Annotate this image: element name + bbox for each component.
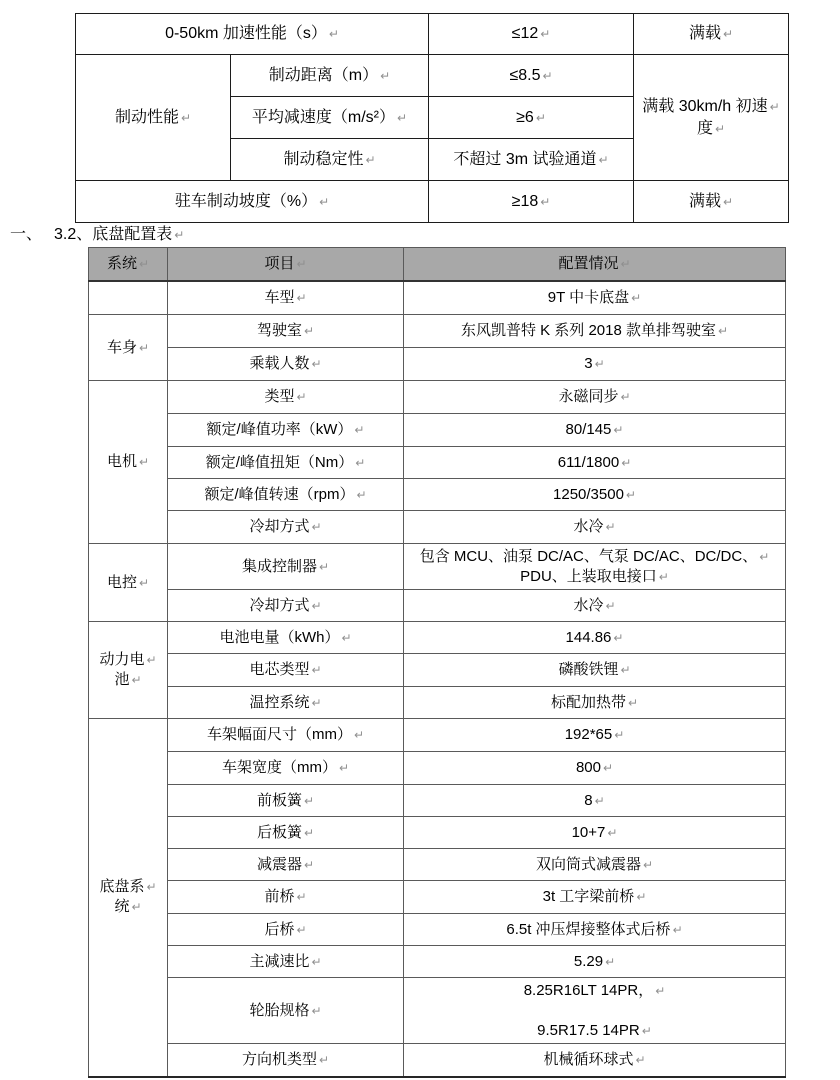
cell-text: 0-50km 加速性能（s） bbox=[165, 25, 327, 42]
paragraph-mark-icon: ↵ bbox=[303, 324, 315, 338]
cell-text: ≤8.5 bbox=[509, 66, 541, 84]
perf-parking-condition-cell bbox=[634, 181, 789, 223]
paragraph-mark-icon: ↵ bbox=[540, 27, 551, 41]
cell-line bbox=[172, 791, 399, 811]
config-value-cell bbox=[404, 946, 786, 978]
cell-text: 80/145 bbox=[565, 421, 612, 438]
perf-accel-label-cell bbox=[76, 14, 429, 55]
config-value-cell bbox=[404, 785, 786, 817]
cell-text: 轮胎规格 bbox=[249, 1001, 310, 1019]
cell-text: 电芯类型 bbox=[249, 661, 310, 678]
config-item-cell bbox=[168, 348, 404, 381]
cell-text: 集成控制器 bbox=[241, 557, 317, 575]
cell-line bbox=[408, 453, 781, 473]
paragraph-mark-icon: ↵ bbox=[613, 423, 624, 437]
paragraph-mark-icon: ↵ bbox=[627, 695, 639, 710]
config-value-cell bbox=[404, 687, 786, 719]
cell-line bbox=[172, 1001, 399, 1021]
cell-text: 双向筒式减震器 bbox=[535, 855, 641, 873]
paragraph-mark-icon: ↵ bbox=[296, 290, 307, 305]
cell-text: 制动距离（m） bbox=[268, 66, 379, 84]
cell-line bbox=[408, 1021, 781, 1041]
paragraph-mark-icon: ↵ bbox=[356, 487, 367, 502]
paragraph-mark-icon: ↵ bbox=[328, 27, 339, 41]
cell-line bbox=[638, 96, 784, 118]
paragraph-mark-icon: ↵ bbox=[303, 793, 315, 808]
cell-text: 驻车制动坡度（%） bbox=[174, 192, 318, 210]
cell-line bbox=[433, 107, 629, 129]
paragraph-mark-icon: ↵ bbox=[594, 793, 605, 808]
cell-text: 额定/峰值功率（kW） bbox=[206, 421, 353, 438]
cell-text: 平均减速度（m/s²） bbox=[251, 108, 396, 126]
config-system-cell bbox=[89, 719, 168, 1077]
cell-line bbox=[93, 670, 163, 690]
config-system-cell bbox=[89, 622, 168, 719]
chassis-config-table bbox=[88, 247, 786, 1078]
cell-text: 5.29 bbox=[573, 952, 604, 970]
cell-text: 标配加热带 bbox=[550, 693, 626, 711]
config-item-cell bbox=[168, 381, 404, 414]
cell-line bbox=[172, 660, 399, 680]
paragraph-mark-icon: ↵ bbox=[605, 520, 616, 534]
config-value-cell bbox=[404, 914, 786, 946]
config-value-cell bbox=[404, 414, 786, 447]
cell-text: 8 bbox=[584, 791, 593, 809]
cell-text: 统 bbox=[114, 898, 130, 916]
config-value-cell bbox=[404, 348, 786, 381]
paragraph-mark-icon: ↵ bbox=[296, 922, 307, 937]
cell-text: ≤12 bbox=[511, 25, 539, 42]
paragraph-mark-icon: ↵ bbox=[620, 663, 631, 677]
paragraph-mark-icon: ↵ bbox=[353, 728, 365, 742]
paragraph-mark-icon: ↵ bbox=[296, 256, 307, 271]
perf-accel-value-cell bbox=[429, 14, 634, 55]
config-value-cell bbox=[404, 752, 786, 785]
cell-text: 3 bbox=[584, 355, 593, 372]
cell-text: 底盘系 bbox=[99, 878, 145, 896]
paragraph-mark-icon: ↵ bbox=[672, 922, 683, 937]
cell-text: 10+7 bbox=[571, 823, 606, 841]
paragraph-mark-icon: ↵ bbox=[631, 290, 642, 305]
paragraph-mark-icon: ↵ bbox=[605, 598, 616, 613]
cell-line bbox=[408, 1001, 781, 1021]
cell-text: 电池电量（kWh） bbox=[219, 628, 340, 646]
cell-line bbox=[172, 596, 399, 616]
cell-text: 减震器 bbox=[256, 855, 302, 873]
cell-line bbox=[172, 1050, 399, 1070]
perf-brake-item-cell bbox=[231, 97, 429, 139]
paragraph-mark-icon: ↵ bbox=[131, 900, 142, 915]
cell-line bbox=[408, 758, 781, 778]
cell-text: 满载 bbox=[688, 192, 721, 210]
paragraph-mark-icon: ↵ bbox=[759, 549, 770, 564]
cell-line bbox=[235, 149, 424, 171]
cell-line bbox=[408, 660, 781, 680]
cell-line bbox=[172, 557, 399, 577]
config-item-cell bbox=[168, 654, 404, 687]
cell-text: ≥18 bbox=[511, 192, 539, 210]
config-system-cell bbox=[89, 544, 168, 622]
cell-line bbox=[172, 288, 399, 308]
cell-text: 800 bbox=[575, 759, 601, 776]
cell-text: 额定/峰值扭矩（Nm） bbox=[205, 453, 354, 471]
cell-line bbox=[408, 1050, 781, 1070]
cell-text: 后板簧 bbox=[256, 823, 302, 841]
paragraph-mark-icon: ↵ bbox=[636, 890, 647, 904]
cell-line bbox=[172, 855, 399, 875]
cell-text: 不超过 3m 试验通道 bbox=[453, 150, 597, 168]
config-item-cell bbox=[168, 511, 404, 544]
paragraph-mark-icon: ↵ bbox=[319, 194, 330, 209]
paragraph-mark-icon: ↵ bbox=[174, 228, 185, 242]
cell-line bbox=[408, 823, 781, 843]
paragraph-mark-icon: ↵ bbox=[602, 761, 614, 775]
cell-line bbox=[172, 725, 399, 745]
perf-brake-value-cell bbox=[429, 55, 634, 97]
config-system-cell bbox=[89, 315, 168, 381]
config-item-cell bbox=[168, 544, 404, 590]
cell-text: 池 bbox=[114, 671, 130, 688]
cell-text: 系统 bbox=[106, 254, 137, 272]
config-header-item bbox=[168, 248, 404, 281]
cell-line bbox=[433, 191, 629, 213]
cell-line bbox=[408, 321, 781, 341]
cell-line bbox=[408, 952, 781, 972]
config-value-cell bbox=[404, 1044, 786, 1077]
performance-table bbox=[75, 13, 789, 223]
cell-line bbox=[408, 387, 781, 407]
cell-line bbox=[408, 288, 781, 308]
cell-line bbox=[93, 254, 163, 274]
cell-text: 满载 30km/h 初速 bbox=[642, 97, 768, 115]
cell-line bbox=[172, 321, 399, 341]
cell-line bbox=[93, 877, 163, 897]
cell-text: 永磁同步 bbox=[558, 388, 619, 405]
paragraph-mark-icon: ↵ bbox=[620, 256, 631, 271]
cell-line bbox=[408, 981, 781, 1001]
cell-line bbox=[408, 354, 781, 374]
perf-accel-condition-cell bbox=[634, 14, 789, 55]
perf-brake-item-cell bbox=[231, 139, 429, 181]
paragraph-mark-icon: ↵ bbox=[318, 1052, 330, 1067]
config-item-cell bbox=[168, 752, 404, 785]
cell-text: 包含 MCU、油泵 DC/AC、气泵 DC/AC、DC/DC、 bbox=[419, 547, 758, 565]
paragraph-mark-icon: ↵ bbox=[311, 357, 322, 371]
cell-line bbox=[172, 254, 399, 274]
paragraph-mark-icon: ↵ bbox=[598, 152, 609, 167]
paragraph-mark-icon: ↵ bbox=[303, 857, 315, 872]
cell-line bbox=[172, 485, 399, 505]
config-value-cell bbox=[404, 447, 786, 479]
config-header-system bbox=[89, 248, 168, 281]
paragraph-mark-icon: ↵ bbox=[380, 68, 391, 83]
config-value-cell bbox=[404, 881, 786, 914]
cell-line bbox=[408, 596, 781, 616]
paragraph-mark-icon: ↵ bbox=[303, 825, 315, 840]
perf-parking-value-cell bbox=[429, 181, 634, 223]
cell-line bbox=[93, 573, 163, 593]
config-item-cell bbox=[168, 978, 404, 1044]
cell-line bbox=[408, 791, 781, 811]
paragraph-mark-icon: ↵ bbox=[717, 324, 729, 338]
cell-text: 主减速比 bbox=[249, 952, 310, 970]
cell-text: 192*65 bbox=[564, 726, 613, 743]
paragraph-mark-icon: ↵ bbox=[311, 598, 322, 613]
heading-text: 3.2、底盘配置表 bbox=[54, 226, 173, 243]
paragraph-mark-icon: ↵ bbox=[311, 520, 322, 534]
config-item-cell bbox=[168, 914, 404, 946]
cell-text: 车身 bbox=[106, 338, 137, 356]
cell-text: PDU、上装取电接口 bbox=[520, 567, 657, 585]
config-value-cell bbox=[404, 511, 786, 544]
paragraph-mark-icon: ↵ bbox=[620, 390, 631, 404]
config-item-cell bbox=[168, 719, 404, 752]
paragraph-mark-icon: ↵ bbox=[138, 455, 150, 469]
cell-text: 项目 bbox=[264, 254, 295, 272]
paragraph-mark-icon: ↵ bbox=[311, 695, 322, 710]
cell-text: 前板簧 bbox=[256, 791, 302, 809]
cell-text: 冷却方式 bbox=[249, 518, 310, 535]
cell-line bbox=[408, 420, 781, 440]
cell-line bbox=[638, 191, 784, 213]
cell-line bbox=[172, 887, 399, 907]
cell-text: 车型 bbox=[264, 288, 295, 306]
config-item-cell bbox=[168, 315, 404, 348]
paragraph-mark-icon: ↵ bbox=[714, 121, 726, 136]
cell-line bbox=[235, 107, 424, 129]
cell-line bbox=[172, 920, 399, 940]
heading-list-marker: 一、 bbox=[10, 226, 43, 243]
cell-line bbox=[408, 485, 781, 505]
cell-text: 水冷 bbox=[573, 518, 604, 535]
paragraph-mark-icon: ↵ bbox=[180, 110, 192, 125]
paragraph-mark-icon: ↵ bbox=[625, 487, 636, 502]
cell-text: 配置情况 bbox=[558, 254, 619, 272]
cell-text: 制动稳定性 bbox=[283, 150, 364, 168]
config-item-cell bbox=[168, 687, 404, 719]
cell-line bbox=[408, 628, 781, 648]
cell-text: 6.5t 冲压焊接整体式后桥 bbox=[506, 920, 671, 938]
config-value-cell bbox=[404, 381, 786, 414]
cell-text: 611/1800 bbox=[557, 453, 620, 471]
cell-text: 乘载人数 bbox=[249, 355, 310, 372]
cell-text: 方向机类型 bbox=[241, 1050, 317, 1068]
cell-text: ≥6 bbox=[516, 108, 534, 126]
cell-line bbox=[638, 118, 784, 140]
paragraph-mark-icon: ↵ bbox=[138, 256, 150, 271]
config-system-cell bbox=[89, 281, 168, 315]
cell-text: 温控系统 bbox=[249, 693, 310, 711]
cell-line bbox=[172, 823, 399, 843]
paragraph-mark-icon: ↵ bbox=[354, 423, 365, 437]
cell-text: 额定/峰值转速（rpm） bbox=[204, 485, 355, 503]
cell-line bbox=[172, 354, 399, 374]
paragraph-mark-icon: ↵ bbox=[769, 99, 780, 114]
cell-text: 类型 bbox=[264, 388, 295, 405]
cell-line bbox=[172, 387, 399, 407]
config-value-cell bbox=[404, 590, 786, 622]
section-heading bbox=[10, 224, 184, 246]
paragraph-mark-icon: ↵ bbox=[535, 110, 546, 125]
cell-line bbox=[172, 758, 399, 778]
config-item-cell bbox=[168, 622, 404, 654]
cell-line bbox=[93, 897, 163, 917]
cell-text: 9T 中卡底盘 bbox=[547, 288, 630, 306]
cell-line bbox=[408, 920, 781, 940]
paragraph-mark-icon: ↵ bbox=[397, 110, 408, 125]
perf-brake-group-cell bbox=[76, 55, 231, 181]
config-value-cell bbox=[404, 654, 786, 687]
paragraph-mark-icon: ↵ bbox=[542, 68, 553, 83]
cell-line bbox=[408, 567, 781, 587]
paragraph-mark-icon: ↵ bbox=[138, 340, 150, 355]
cell-text: 车架宽度（mm） bbox=[221, 759, 337, 776]
config-header-config bbox=[404, 248, 786, 281]
cell-text: 磷酸铁锂 bbox=[558, 661, 619, 678]
paragraph-mark-icon: ↵ bbox=[296, 890, 307, 904]
cell-text: 电机 bbox=[106, 453, 137, 470]
paragraph-mark-icon: ↵ bbox=[318, 559, 330, 574]
config-value-cell bbox=[404, 315, 786, 348]
paragraph-mark-icon: ↵ bbox=[131, 673, 142, 687]
config-value-cell bbox=[404, 817, 786, 849]
config-item-cell bbox=[168, 414, 404, 447]
paragraph-mark-icon: ↵ bbox=[722, 27, 734, 41]
cell-line bbox=[433, 23, 629, 45]
cell-text: 制动性能 bbox=[114, 108, 179, 126]
cell-text: 车架幅面尺寸（mm） bbox=[206, 726, 352, 743]
cell-line bbox=[172, 952, 399, 972]
perf-brake-value-cell bbox=[429, 97, 634, 139]
paragraph-mark-icon: ↵ bbox=[594, 357, 605, 371]
cell-line bbox=[80, 191, 424, 213]
cell-line bbox=[408, 725, 781, 745]
cell-line bbox=[93, 650, 163, 670]
config-item-cell bbox=[168, 590, 404, 622]
cell-text: 8.25R16LT 14PR， bbox=[523, 981, 654, 999]
cell-line bbox=[172, 628, 399, 648]
cell-text: 水冷 bbox=[573, 596, 604, 614]
cell-text: 动力电 bbox=[99, 651, 145, 668]
cell-line bbox=[408, 855, 781, 875]
paragraph-mark-icon: ↵ bbox=[722, 194, 734, 209]
config-item-cell bbox=[168, 881, 404, 914]
paragraph-mark-icon: ↵ bbox=[621, 455, 632, 470]
perf-parking-label-cell bbox=[76, 181, 429, 223]
cell-text: 度 bbox=[696, 119, 713, 137]
cell-line bbox=[638, 23, 784, 45]
config-value-cell bbox=[404, 281, 786, 315]
cell-text: 冷却方式 bbox=[249, 596, 310, 614]
cell-line bbox=[408, 547, 781, 567]
cell-line bbox=[172, 420, 399, 440]
cell-line bbox=[93, 452, 163, 472]
paragraph-mark-icon: ↵ bbox=[607, 825, 618, 840]
paragraph-mark-icon: ↵ bbox=[341, 630, 352, 645]
perf-brake-value-cell bbox=[429, 139, 634, 181]
paragraph-mark-icon: ↵ bbox=[311, 1003, 322, 1018]
paragraph-mark-icon: ↵ bbox=[613, 630, 624, 645]
cell-line bbox=[408, 517, 781, 537]
cell-text: 144.86 bbox=[565, 628, 612, 646]
config-item-cell bbox=[168, 785, 404, 817]
cell-line bbox=[408, 887, 781, 907]
config-item-cell bbox=[168, 849, 404, 881]
config-value-cell bbox=[404, 544, 786, 590]
cell-line bbox=[408, 693, 781, 713]
cell-line bbox=[80, 23, 424, 45]
cell-text: 1250/3500 bbox=[553, 485, 624, 503]
config-item-cell bbox=[168, 447, 404, 479]
cell-line bbox=[172, 453, 399, 473]
cell-text: 电控 bbox=[106, 573, 137, 591]
cell-line bbox=[433, 65, 629, 87]
cell-text: 3t 工字梁前桥 bbox=[542, 888, 635, 905]
cell-line bbox=[93, 338, 163, 358]
perf-brake-condition-cell bbox=[634, 55, 789, 181]
paragraph-mark-icon: ↵ bbox=[365, 152, 376, 167]
paragraph-mark-icon: ↵ bbox=[355, 455, 366, 470]
paragraph-mark-icon: ↵ bbox=[540, 194, 551, 209]
paragraph-mark-icon: ↵ bbox=[642, 857, 654, 872]
config-value-cell bbox=[404, 849, 786, 881]
cell-line bbox=[172, 693, 399, 713]
paragraph-mark-icon: ↵ bbox=[655, 983, 666, 998]
cell-text: 前桥 bbox=[264, 888, 295, 905]
config-value-cell bbox=[404, 719, 786, 752]
cell-text: 东风凯普特 K 系列 2018 款单排驾驶室 bbox=[460, 322, 716, 339]
config-item-cell bbox=[168, 946, 404, 978]
paragraph-mark-icon: ↵ bbox=[146, 880, 157, 895]
config-value-cell bbox=[404, 479, 786, 511]
config-system-cell bbox=[89, 381, 168, 544]
paragraph-mark-icon: ↵ bbox=[138, 575, 150, 590]
paragraph-mark-icon: ↵ bbox=[146, 653, 157, 667]
paragraph-mark-icon: ↵ bbox=[635, 1052, 646, 1067]
config-item-cell bbox=[168, 817, 404, 849]
paragraph-mark-icon: ↵ bbox=[658, 569, 669, 584]
cell-line bbox=[433, 149, 629, 171]
cell-line bbox=[408, 254, 781, 274]
perf-brake-item-cell bbox=[231, 55, 429, 97]
paragraph-mark-icon: ↵ bbox=[296, 390, 307, 404]
config-value-cell bbox=[404, 622, 786, 654]
paragraph-mark-icon: ↵ bbox=[338, 761, 350, 775]
paragraph-mark-icon: ↵ bbox=[311, 954, 322, 969]
config-item-cell bbox=[168, 479, 404, 511]
cell-text: 满载 bbox=[688, 25, 721, 42]
paragraph-mark-icon: ↵ bbox=[605, 954, 616, 969]
cell-line bbox=[172, 517, 399, 537]
cell-text: 9.5R17.5 14PR bbox=[537, 1021, 640, 1039]
paragraph-mark-icon: ↵ bbox=[614, 728, 625, 742]
config-value-cell bbox=[404, 978, 786, 1044]
paragraph-mark-icon: ↵ bbox=[641, 1023, 652, 1038]
cell-line bbox=[80, 107, 226, 129]
config-item-cell bbox=[168, 1044, 404, 1077]
config-item-cell bbox=[168, 281, 404, 315]
cell-text: 后桥 bbox=[264, 920, 295, 938]
cell-text: 机械循环球式 bbox=[543, 1050, 634, 1068]
paragraph-mark-icon: ↵ bbox=[311, 663, 322, 677]
cell-text: 驾驶室 bbox=[256, 322, 302, 339]
cell-line bbox=[235, 65, 424, 87]
